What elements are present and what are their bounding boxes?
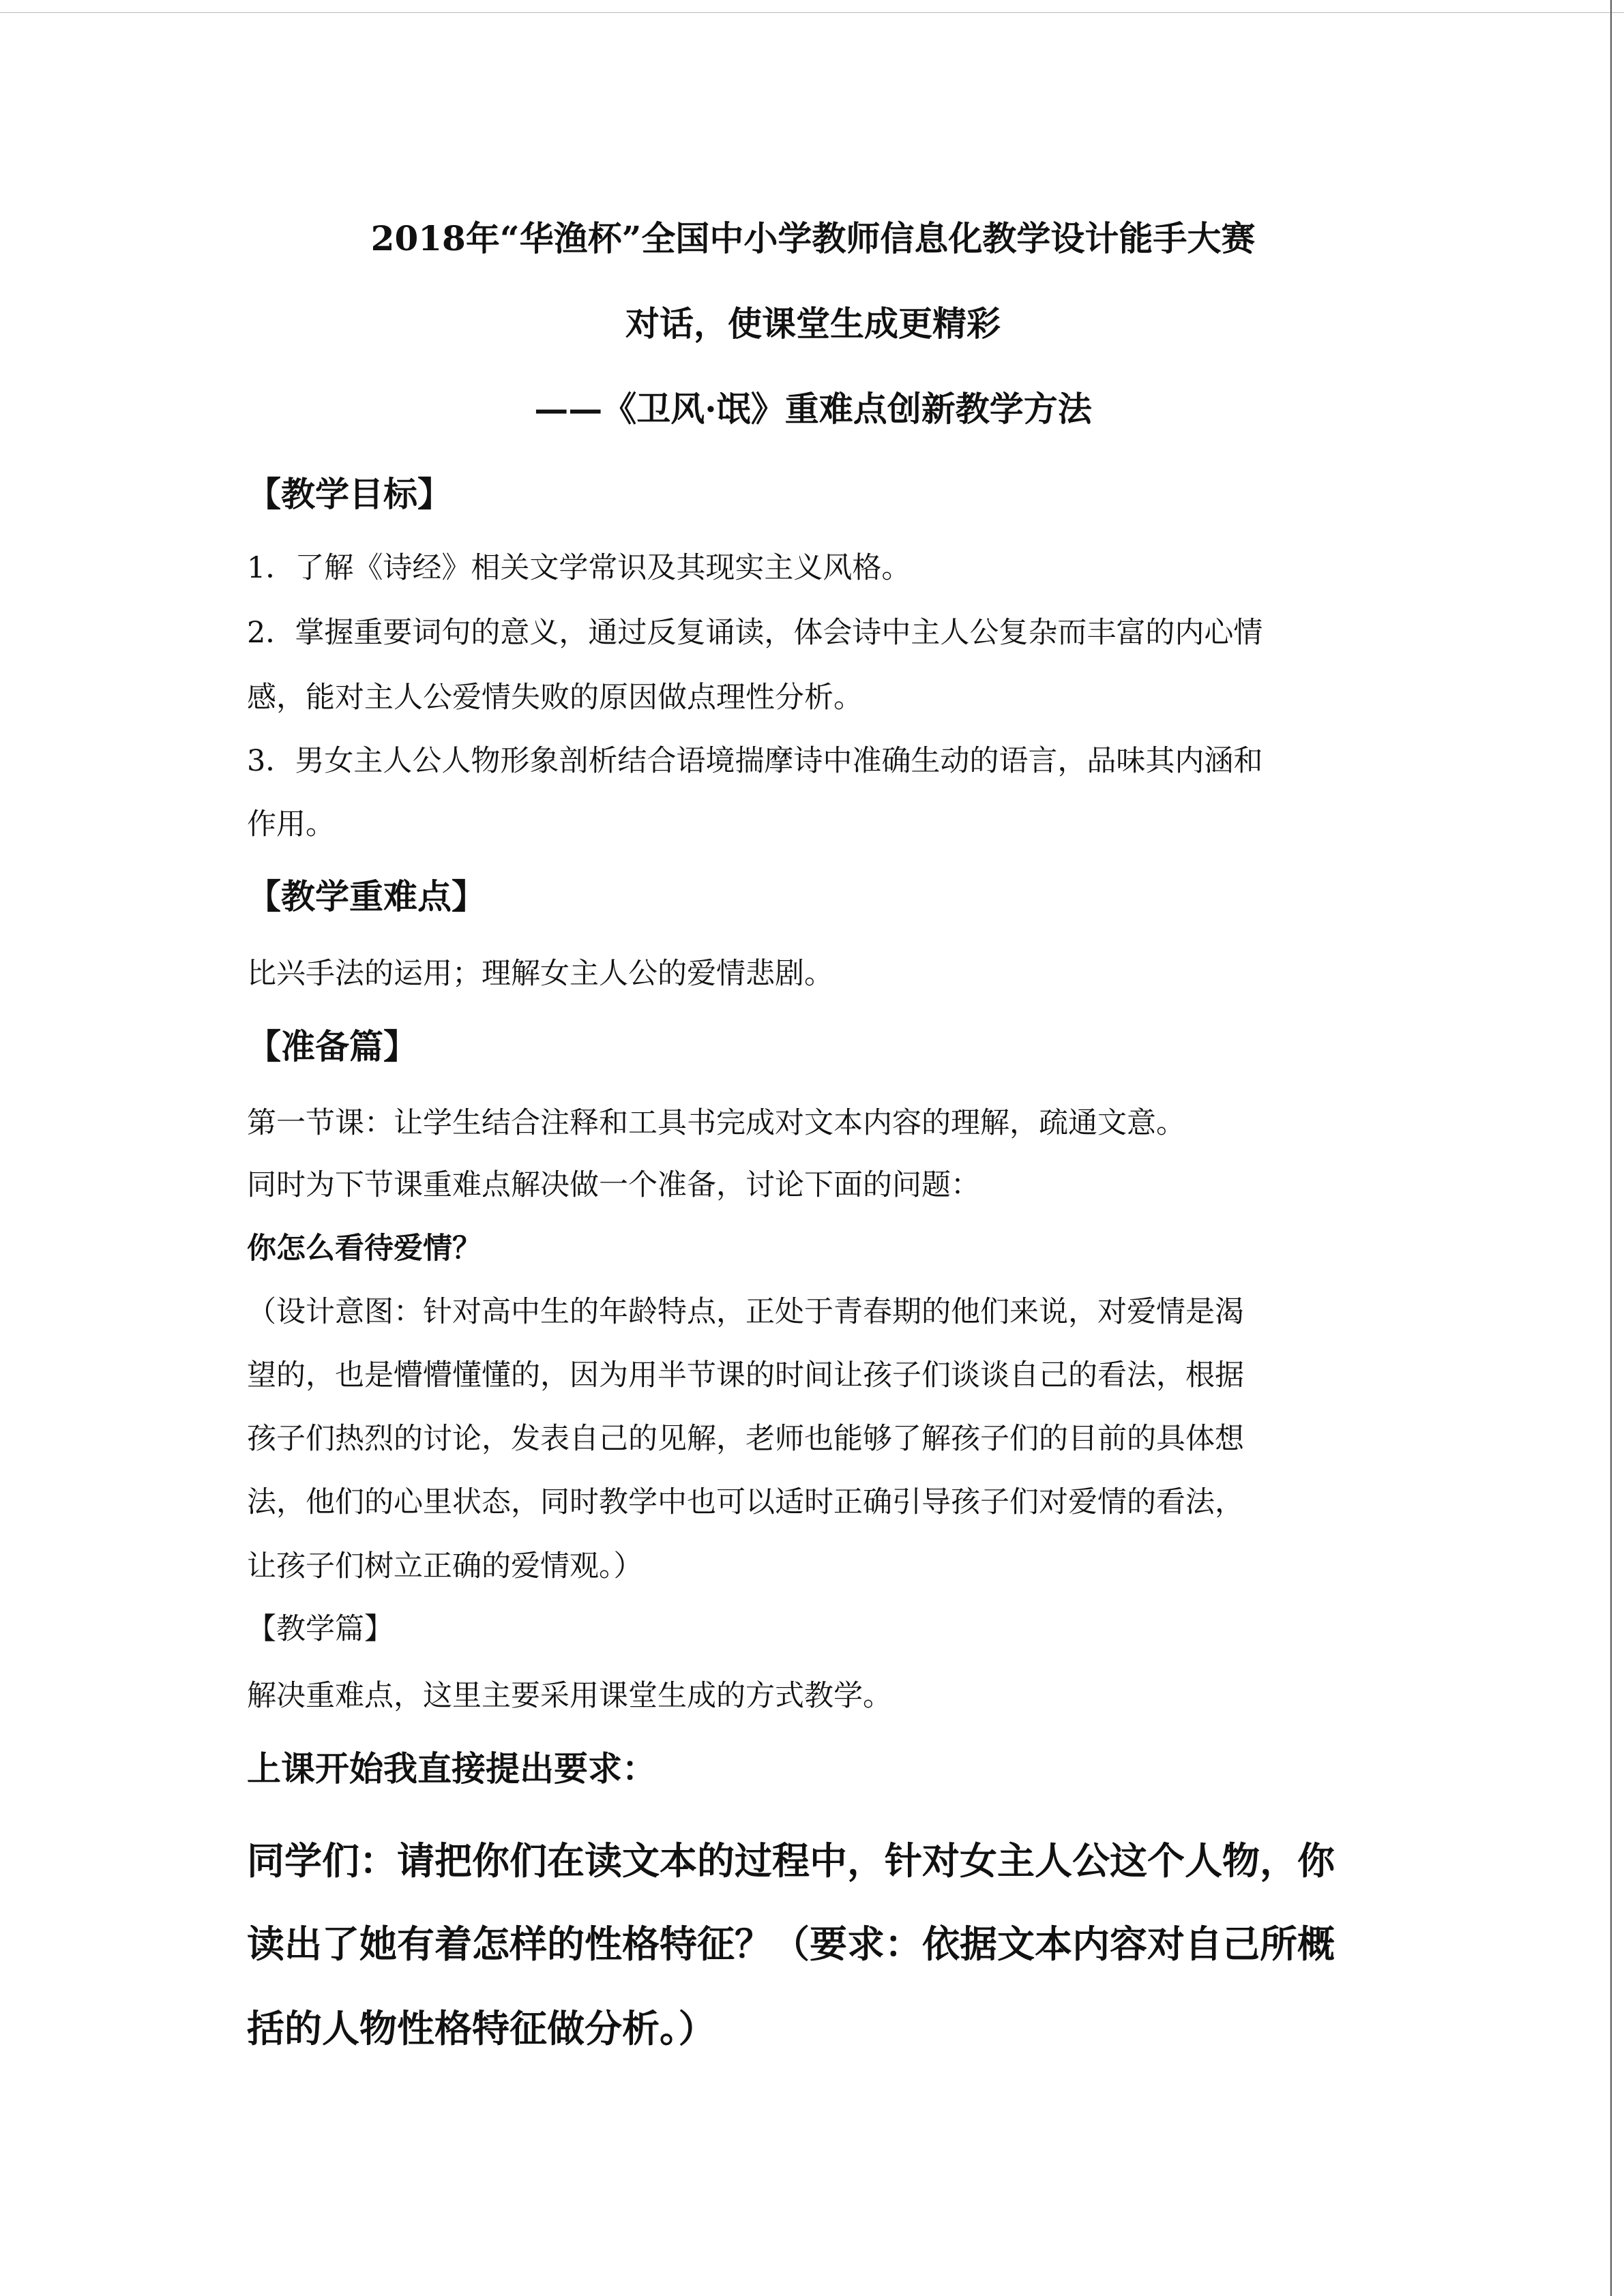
discussion-question: 你怎么看待爱情？ <box>247 1232 482 1266</box>
objective-line: 2．掌握重要词句的意义，通过反复诵读，体会诗中主人公复杂而丰富的内心情 <box>247 616 1263 650</box>
preparation-heading: 【准备篇】 <box>247 1026 417 1067</box>
teaching-heading: 【教学篇】 <box>247 1612 394 1646</box>
difficulties-heading: 【教学重难点】 <box>247 876 486 916</box>
teacher-instruction-line: 同学们：请把你们在读文本的过程中，针对女主人公这个人物，你 <box>247 1838 1335 1883</box>
preparation-line: 第一节课：让学生结合注释和工具书完成对文本内容的理解，疏通文意。 <box>247 1106 1185 1140</box>
difficulties-line: 比兴手法的运用；理解女主人公的爱情悲剧。 <box>247 957 833 991</box>
teacher-instruction-line: 括的人物性格特征做分析。） <box>247 2006 716 2051</box>
document-title: 对话，使课堂生成更精彩 <box>625 303 1001 344</box>
preparation-line: 同时为下节课重难点解决做一个准备，讨论下面的问题： <box>247 1168 980 1202</box>
objective-line: 感，能对主人公爱情失败的原因做点理性分析。 <box>247 681 863 715</box>
page-right-edge <box>1610 0 1612 2296</box>
design-intent-line: 让孩子们树立正确的爱情观。） <box>247 1549 643 1583</box>
teaching-intro: 上课开始我直接提出要求： <box>247 1748 656 1789</box>
objectives-heading: 【教学目标】 <box>247 474 452 514</box>
objective-line: 1．了解《诗经》相关文学常识及其现实主义风格。 <box>247 551 911 585</box>
teacher-instruction-line: 读出了她有着怎样的性格特征？（要求：依据文本内容对自己所概 <box>247 1922 1335 1966</box>
document-subtitle: ——《卫风·氓》重难点创新教学方法 <box>534 389 1092 429</box>
objective-line: 3．男女主人公人物形象剖析结合语境揣摩诗中准确生动的语言，品味其内涵和 <box>247 744 1263 778</box>
design-intent-line: 法，他们的心里状态，同时教学中也可以适时正确引导孩子们对爱情的看法， <box>247 1485 1244 1519</box>
competition-title: 2018年“华渔杯”全国中小学教师信息化教学设计能手大赛 <box>370 218 1256 258</box>
page-top-edge <box>0 12 1624 13</box>
teaching-line: 解决重难点，这里主要采用课堂生成的方式教学。 <box>247 1679 892 1713</box>
objective-line: 作用。 <box>247 807 335 841</box>
design-intent-line: 望的，也是懵懵懂懂的，因为用半节课的时间让孩子们谈谈自己的看法，根据 <box>247 1358 1244 1392</box>
design-intent-line: 孩子们热烈的讨论，发表自己的见解，老师也能够了解孩子们的目前的具体想 <box>247 1422 1244 1456</box>
design-intent-line: （设计意图：针对高中生的年龄特点，正处于青春期的他们来说，对爱情是渴 <box>247 1295 1244 1329</box>
